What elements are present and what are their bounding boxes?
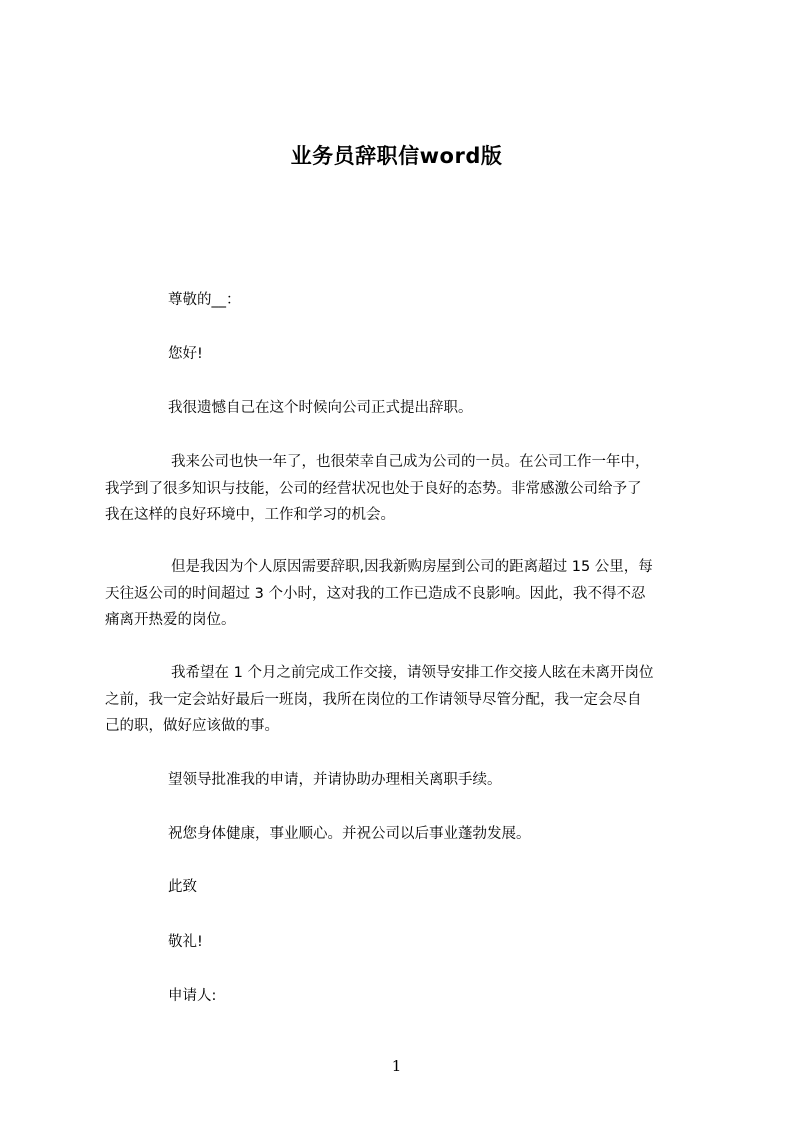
document-title: 业务员辞职信word版 — [290, 144, 503, 168]
closing-line-2: 敬礼! — [168, 934, 203, 950]
paragraph-line: 我在这样的良好环境中，工作和学习的机会。 — [105, 507, 395, 523]
page-number: 1 — [391, 1057, 402, 1075]
paragraph-line: 但是我因为个人原因需要辞职,因我新购房屋到公司的距离超过 15 公里，每 — [171, 559, 653, 575]
body-paragraph-2 — [105, 554, 711, 634]
intro-paragraph: 我很遗憾自己在这个时候向公司正式提出辞职。 — [168, 400, 473, 416]
salutation: 尊敬的__： — [168, 292, 241, 308]
body-paragraph-3 — [105, 660, 711, 740]
paragraph-line: 我学到了很多知识与技能，公司的经营状况也处于良好的态势。非常感激公司给予了 — [105, 480, 642, 497]
body-paragraph-1 — [105, 449, 711, 529]
applicant-label: 申请人: — [168, 988, 217, 1004]
request-paragraph: 望领导批准我的申请，并请协助办理相关离职手续。 — [168, 772, 502, 788]
closing-line-1: 此致 — [168, 879, 197, 895]
paragraph-line: 痛离开热爱的岗位。 — [105, 612, 236, 628]
paragraph-line: 我来公司也快一年了，也很荣幸自己成为公司的一员。在公司工作一年中， — [171, 454, 650, 470]
paragraph-line: 之前，我一定会站好最后一班岗，我所在岗位的工作请领导尽管分配，我一定会尽自 — [105, 691, 642, 708]
paragraph-line: 我希望在 1 个月之前完成工作交接，请领导安排工作交接人眩在未离开岗位 — [171, 665, 654, 681]
greeting: 您好! — [168, 346, 203, 362]
wishes-paragraph: 祝您身体健康，事业顺心。并祝公司以后事业蓬勃发展。 — [168, 826, 531, 842]
paragraph-line: 天往返公司的时间超过 3 个小时，这对我的工作已造成不良影响。因此，我不得不忍 — [105, 585, 646, 602]
paragraph-line: 己的职，做好应该做的事。 — [105, 718, 279, 734]
